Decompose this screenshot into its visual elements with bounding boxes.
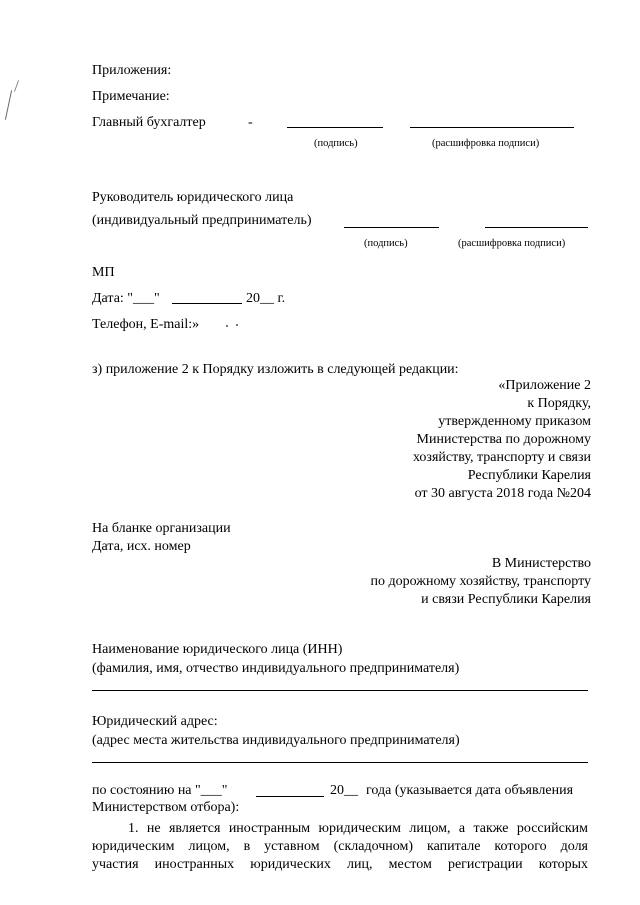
addressee-line: по дорожному хозяйству, транспорту <box>370 574 591 589</box>
stamp-place: МП <box>92 265 115 280</box>
attachments-label: Приложения: <box>92 63 172 78</box>
accountant-signature-line <box>287 127 383 128</box>
annex-line: утвержденному приказом <box>438 414 591 429</box>
blank-note: На бланке организации <box>92 521 231 536</box>
org-name-fill-line <box>92 690 588 691</box>
status-date-note-cont: Министерством отбора): <box>92 800 240 815</box>
annex-line: «Приложение 2 <box>498 378 591 393</box>
decode-caption: (расшифровка подписи) <box>432 138 540 149</box>
org-name-alt-label: (фамилия, имя, отчество индивидуального предпринимателя) <box>92 661 460 676</box>
date-prefix: Дата: "___" <box>92 291 160 306</box>
addressee-line: В Министерство <box>491 556 591 571</box>
annex-line: к Порядку, <box>527 396 591 411</box>
signature-caption-2: (подпись) <box>364 238 408 249</box>
dash: - <box>248 115 253 130</box>
scan-mark <box>14 80 19 92</box>
accountant-decode-line <box>410 127 574 128</box>
annex-line: от 30 августа 2018 года №204 <box>414 486 591 501</box>
item1-line3: участия иностранных юридических лиц, местом регистрации которых <box>92 857 588 872</box>
scan-speck <box>226 325 228 327</box>
date-year: 20__ г. <box>246 291 286 306</box>
phone-email-label: Телефон, E-mail:» <box>92 317 200 332</box>
annex-line: Республики Карелия <box>467 468 591 483</box>
item1-line2: юридическим лицом, в уставном (складочном) капитале которого доля <box>92 839 588 854</box>
signature-caption: (подпись) <box>314 138 358 149</box>
legal-address-alt-label: (адрес места жительства индивидуального предпринимателя) <box>92 733 460 748</box>
addressee-line: и связи Республики Карелия <box>421 592 591 607</box>
decode-caption-2: (расшифровка подписи) <box>458 238 566 249</box>
legal-address-fill-line <box>92 762 588 763</box>
head-signature-line <box>344 227 439 228</box>
scan-speck <box>236 324 238 326</box>
head-decode-line <box>485 227 588 228</box>
legal-address-label: Юридический адрес: <box>92 714 218 729</box>
status-date-prefix: по состоянию на "___" <box>92 783 228 798</box>
annex-line: хозяйству, транспорту и связи <box>412 450 591 465</box>
note-label: Примечание: <box>92 89 170 104</box>
item1-line1: 1. не является иностранным юридическим лицом, а также российским <box>128 821 588 836</box>
head-label-line1: Руководитель юридического лица <box>92 190 294 205</box>
chief-accountant-label: Главный бухгалтер <box>92 115 206 130</box>
org-name-label: Наименование юридического лица (ИНН) <box>92 642 343 657</box>
status-date-note: года (указывается дата объявления <box>366 783 574 798</box>
date-ref-note: Дата, исх. номер <box>92 539 191 554</box>
date-month-line <box>172 303 242 304</box>
amendment-intro: з) приложение 2 к Порядку изложить в следующей редакции: <box>92 362 459 377</box>
status-year: 20__ <box>330 783 358 798</box>
annex-line: Министерства по дорожному <box>416 432 591 447</box>
status-month-line <box>256 796 324 797</box>
head-label-line2: (индивидуальный предприниматель) <box>92 213 312 228</box>
scan-mark <box>5 90 12 120</box>
